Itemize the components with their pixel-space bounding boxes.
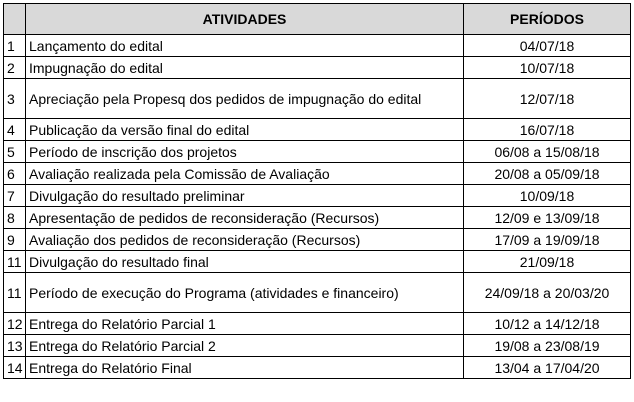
header-atividades: ATIVIDADES [26,4,464,35]
row-number: 7 [4,185,26,207]
row-period: 19/08 a 23/08/19 [464,335,631,357]
row-activity: Lançamento do edital [26,35,464,57]
table-row [4,35,631,57]
table-row [4,251,631,273]
row-activity: Entrega do Relatório Parcial 2 [26,335,464,357]
row-number: 8 [4,207,26,229]
table-row [4,357,631,379]
row-period: 13/04 a 17/04/20 [464,357,631,379]
row-activity: Avaliação dos pedidos de reconsideração (Recursos) [26,229,464,251]
row-number: 6 [4,163,26,185]
row-number: 13 [4,335,26,357]
row-activity: Período de inscrição dos projetos [26,141,464,163]
row-activity: Entrega do Relatório Final [26,357,464,379]
row-number: 2 [4,57,26,79]
table-row [4,79,631,119]
table-row [4,313,631,335]
header-periodos: PERÍODOS [464,4,631,35]
row-activity: Período de execução do Programa (atividades e financeiro) [26,273,464,313]
row-period: 17/09 a 19/09/18 [464,229,631,251]
row-activity: Impugnação do edital [26,57,464,79]
row-number: 14 [4,357,26,379]
row-number: 11 [4,273,26,313]
table-row [4,57,631,79]
row-activity: Apreciação pela Propesq dos pedidos de impugnação do edital [26,79,464,119]
row-activity: Apresentação de pedidos de reconsideração (Recursos) [26,207,464,229]
row-number: 5 [4,141,26,163]
row-period: 20/08 a 05/09/18 [464,163,631,185]
row-activity: Divulgação do resultado preliminar [26,185,464,207]
row-period: 10/09/18 [464,185,631,207]
table-row [4,273,631,313]
row-period: 10/07/18 [464,57,631,79]
row-activity: Publicação da versão final do edital [26,119,464,141]
row-number: 3 [4,79,26,119]
row-number: 11 [4,251,26,273]
row-period: 12/07/18 [464,79,631,119]
schedule-table [3,3,631,379]
row-period: 06/08 a 15/08/18 [464,141,631,163]
table-row [4,207,631,229]
table-row [4,119,631,141]
row-period: 21/09/18 [464,251,631,273]
header-number-cell [4,4,26,35]
row-number: 1 [4,35,26,57]
table-row [4,163,631,185]
row-period: 10/12 a 14/12/18 [464,313,631,335]
row-period: 24/09/18 a 20/03/20 [464,273,631,313]
row-period: 04/07/18 [464,35,631,57]
row-activity: Avaliação realizada pela Comissão de Avaliação [26,163,464,185]
row-number: 12 [4,313,26,335]
row-number: 4 [4,119,26,141]
row-period: 16/07/18 [464,119,631,141]
header-row [4,4,631,35]
row-activity: Divulgação do resultado final [26,251,464,273]
table-row [4,229,631,251]
table-row [4,141,631,163]
row-number: 9 [4,229,26,251]
table-row [4,185,631,207]
row-activity: Entrega do Relatório Parcial 1 [26,313,464,335]
row-period: 12/09 e 13/09/18 [464,207,631,229]
table-row [4,335,631,357]
